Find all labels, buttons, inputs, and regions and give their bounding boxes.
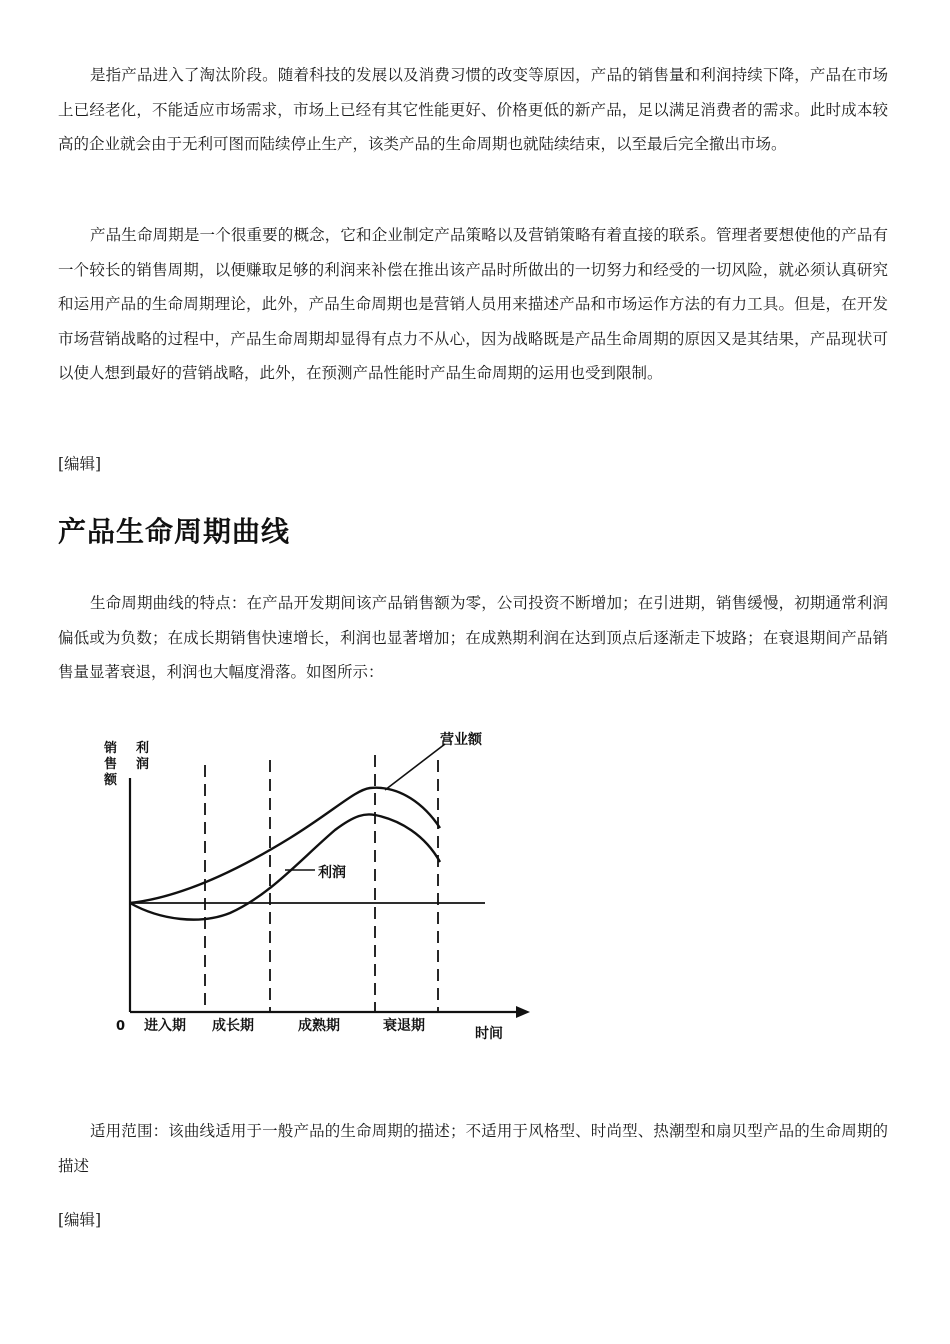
section-title: 产品生命周期曲线: [58, 515, 291, 548]
paragraph-applicable-scope: 适用范围：该曲线适用于一般产品的生命周期的描述；不适用于风格型、时尚型、热潮型和扇贝型产品的生命周期的描述: [58, 1122, 888, 1175]
sales-pointer-line: [385, 744, 445, 790]
y-label-sales-char-1: 销: [104, 741, 118, 756]
paragraph-lifecycle-concept: 产品生命周期是一个很重要的概念，它和企业制定产品策略以及营销策略有着直接的联系。管理者要想使他的产品有一个较长的销售周期，以便赚取足够的利润来补偿在推出该产品时所做出的一切努力和经受的一切风险，就必须认真研究和运用产品的生命周期理论，此外，产品生命周期也是营销人员用来描述产品和市场运作方法的有力工具。但是，在开发市场营销战略的过程中，产品生命周期却显得有点力不从心，因为战略既是产品生命周期的原因又是其结果，产品现状可以使人想到最好的营销战略，此外，在预测产品性能时产品生命周期的运用也受到限制。: [58, 226, 888, 382]
x-axis-arrow: [516, 1006, 530, 1018]
origin-label: 0: [116, 1019, 126, 1034]
x-axis-label: 时间: [475, 1026, 503, 1042]
lifecycle-curve-figure: [100, 720, 540, 1050]
profit-curve-label: 利润: [318, 865, 346, 881]
stage-label-introduction: 进入期: [144, 1018, 186, 1034]
sales-curve: [130, 788, 440, 903]
y-label-sales-char-2: 售: [104, 757, 118, 772]
y-label-profit-char-1: 利: [136, 741, 150, 756]
edit-link[interactable]: [编辑]: [58, 455, 102, 473]
paragraph-curve-features: 生命周期曲线的特点：在产品开发期间该产品销售额为零，公司投资不断增加；在引进期，销售缓慢，初期通常利润偏低或为负数；在成长期销售快速增长，利润也显著增加；在成熟期利润在达到顶点后逐渐走下坡路；在衰退期间产品销售量显著衰退，利润也大幅度滑落。如图所示：: [58, 594, 888, 681]
edit-link-bottom[interactable]: [编辑]: [58, 1211, 102, 1229]
stage-label-decline: 衰退期: [383, 1018, 425, 1034]
stage-label-maturity: 成熟期: [298, 1018, 340, 1034]
y-label-sales-char-3: 额: [104, 773, 118, 788]
lifecycle-curve-diagram: [100, 720, 540, 1050]
stage-label-growth: 成长期: [212, 1018, 254, 1034]
sales-curve-label: 营业额: [440, 732, 482, 748]
y-label-profit-char-2: 润: [136, 757, 150, 772]
paragraph-decline-stage: 是指产品进入了淘汰阶段。随着科技的发展以及消费习惯的改变等原因，产品的销售量和利润持续下降，产品在市场上已经老化，不能适应市场需求，市场上已经有其它性能更好、价格更低的新产品，足以满足消费者的需求。此时成本较高的企业就会由于无利可图而陆续停止生产，该类产品的生命周期也就陆续结束，以至最后完全撤出市场。: [58, 66, 888, 153]
